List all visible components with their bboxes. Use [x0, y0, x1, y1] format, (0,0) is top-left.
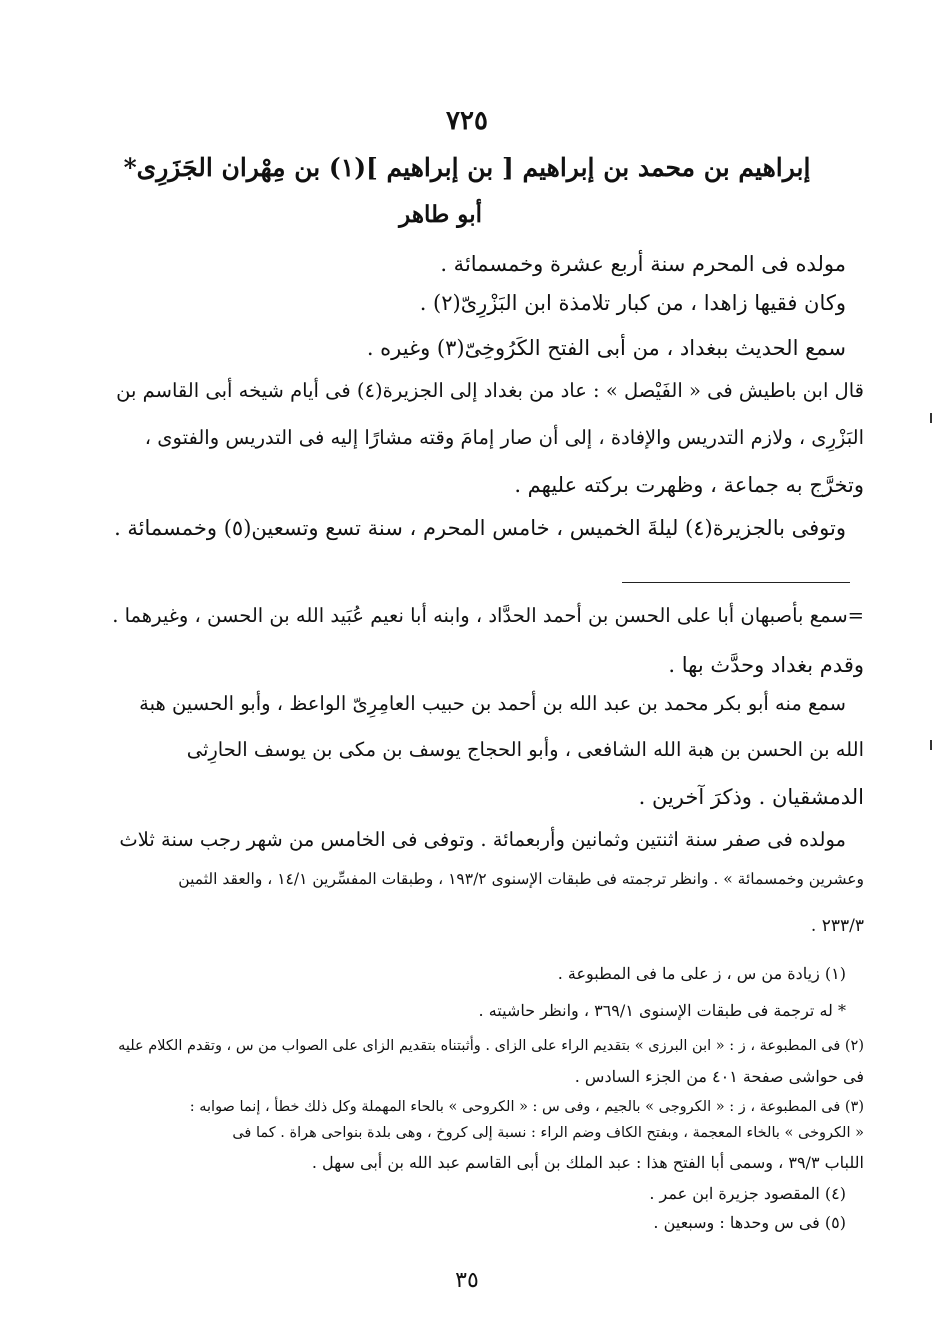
continuation-line: الدمشقيان . وذكرَ آخرين . — [638, 785, 864, 809]
page-number: ٣٥ — [455, 1268, 479, 1293]
entry-heading: إبراهيم بن محمد بن إبراهيم [ بن إبراهيم ](١) بن مِهْران الجَزَرِى* — [123, 153, 811, 182]
body-line: وكان فقيها زاهدا ، من كبار تلامذة ابن البَزْرِىّ(٢) . — [419, 291, 846, 315]
footnote-separator — [622, 582, 850, 583]
body-line: وتخرَّج به جماعة ، وظهرت بركته عليهم . — [514, 473, 864, 497]
margin-mark — [930, 740, 932, 750]
continuation-line: وعشرين وخمسمائة » . وانظر ترجمته فى طبقات الإسنوى ١٩٣/٢ ، وطبقات المفسِّرين ١٤/١ ، والعقد الثمين — [178, 870, 864, 888]
footnote-line: اللباب ٣٩/٣ ، وسمى أبا الفتح هذا : عبد الملك بن أبى القاسم عبد الله بن أبى سهل . — [311, 1153, 864, 1172]
continuation-line: وقدم بغداد وحدَّث بها . — [668, 653, 864, 677]
continuation-line: سمع منه أبو بكر محمد بن عبد الله بن أحمد بن حبيب العامِرِىّ الواعظ ، وأبو الحسين هبة — [139, 692, 846, 715]
footnote-line: (٢) فى المطبوعة ، ز : « ابن البرزى » بتقديم الراء على الزاى . وأثبتناه بتقديم الزاى على الصواب من س ، وتقدم الكلام عليه — [118, 1038, 864, 1054]
continuation-line: ٢٣٣/٣ . — [810, 916, 864, 936]
margin-mark — [930, 413, 932, 423]
entry-number: ٧٢٥ — [446, 106, 488, 136]
continuation-line: مولده فى صفر سنة اثنتين وثمانين وأربعمائة . وتوفى فى الخامس من شهر رجب سنة ثلاث — [119, 828, 846, 851]
footnote-line: (٣) فى المطبوعة ، ز : « الكروجى » بالجيم ، وفى س : « الكروحى » بالحاء المهملة وكل ذلك خطأ ، إنما صوابه : — [189, 1099, 864, 1115]
body-line: مولده فى المحرم سنة أربع عشرة وخمسمائة . — [440, 252, 846, 276]
footnote-line: فى حواشى صفحة ٤٠١ من الجزء السادس . — [574, 1067, 864, 1086]
footnote-line: « الكروخى » بالخاء المعجمة ، وبفتح الكاف وضم الراء : نسبة إلى كروخ ، وهى بلدة بنواحى هراة . كما فى — [232, 1125, 864, 1141]
footnote-line: * له ترجمة فى طبقات الإسنوى ٣٦٩/١ ، وانظر حاشيته . — [478, 1001, 846, 1020]
continuation-line: =سمع بأصبهان أبا على الحسن بن أحمد الحدَّاد ، وابنه أبا نعيم عُبَيد الله بن الحسن ، وغيرهما . — [112, 604, 864, 627]
continuation-line: الله بن الحسن بن هبة الله الشافعى ، وأبو الحجاج يوسف بن مكى بن يوسف الحارِثى — [186, 738, 864, 761]
body-line: البَزْرِى ، ولازم التدريس والإفادة ، إلى أن صار إمامَ وقته مشارًا إليه فى التدريس والفتوى ، — [144, 426, 864, 449]
body-line: سمع الحديث ببغداد ، من أبى الفتح الكَرُوخِىّ(٣) وغيره . — [366, 336, 846, 360]
footnote-line: (٥) فى س وحدها : وسبعين . — [653, 1213, 846, 1232]
body-line: قال ابن باطيش فى « الفَيْصل » : عاد من بغداد إلى الجزيرة(٤) فى أيام شيخه أبى القاسم بن — [116, 379, 864, 402]
body-line: وتوفى بالجزيرة(٤) ليلةَ الخميس ، خامس المحرم ، سنة تسع وتسعين(٥) وخمسمائة . — [114, 516, 846, 540]
entry-kunya: أبو طاهر — [399, 201, 482, 228]
footnote-line: (٤) المقصود جزيرة ابن عمر . — [649, 1184, 846, 1203]
footnote-line: (١) زيادة من س ، ز على ما فى المطبوعة . — [557, 964, 846, 983]
